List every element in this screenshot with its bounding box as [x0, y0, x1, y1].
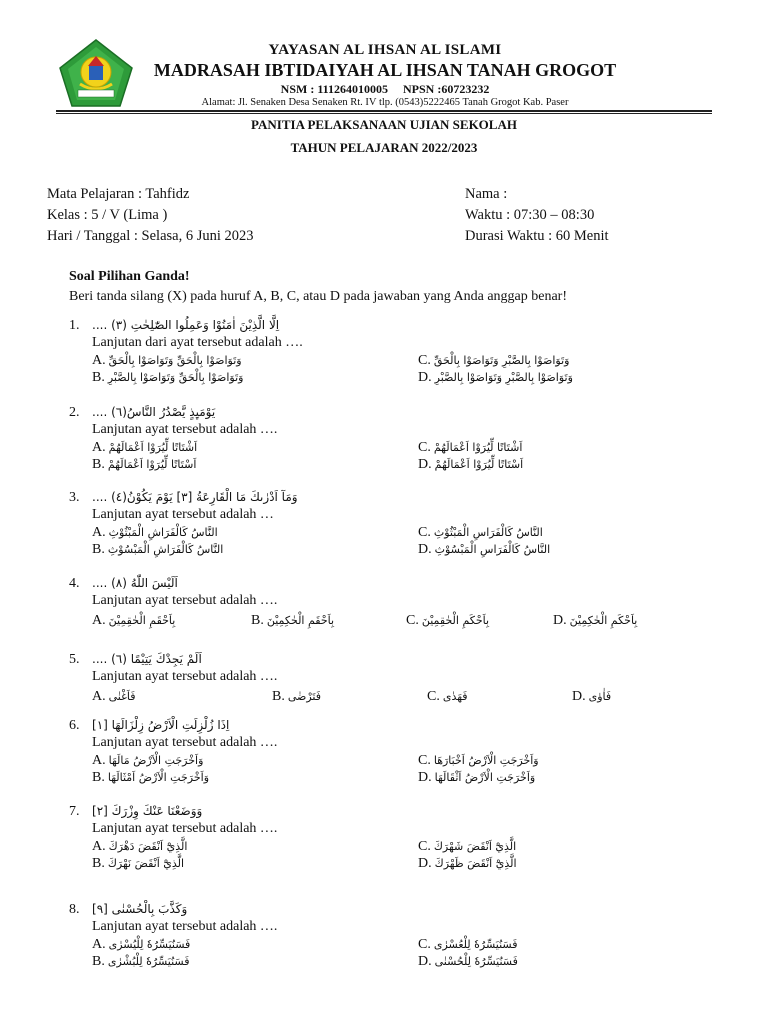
header-divider: [56, 110, 712, 112]
option-text: النَّاسُ كَالْفَرَاسِ الْمَبْسُوْثِ: [434, 543, 551, 556]
option-text: بِاَحْقَمِ الْحٰكِمِيْنَ: [266, 614, 335, 627]
answer-option-d[interactable]: [418, 856, 517, 872]
question-number: 4.: [69, 576, 80, 591]
option-letter: C.: [418, 353, 431, 368]
school-logo: [58, 38, 134, 108]
answer-option-b[interactable]: [92, 542, 223, 558]
answer-option-a[interactable]: [92, 613, 175, 629]
answer-option-c[interactable]: [418, 839, 516, 855]
option-text: فَسَنُيَسِّرُهٗ لِلْعُسْرٰى: [433, 938, 518, 951]
answer-option-a[interactable]: [92, 753, 203, 769]
answer-option-c[interactable]: [427, 689, 468, 705]
section-instruction: Beri tanda silang (X) pada huruf A, B, C, atau D pada jawaban yang Anda anggap benar!: [69, 289, 568, 304]
option-text: فَاٰوٰى: [588, 690, 612, 703]
answer-option-b[interactable]: [251, 613, 334, 629]
answer-option-a[interactable]: [92, 937, 190, 953]
option-letter: B.: [92, 370, 105, 385]
option-letter: C.: [406, 613, 419, 628]
class-field: Kelas : 5 / V (Lima ): [47, 207, 168, 223]
option-letter: A.: [92, 353, 106, 368]
answer-option-d[interactable]: [418, 542, 550, 558]
option-text: اَسْتَاتًا لِّيُرَوْا اَعْمَالَهُمْ: [107, 458, 197, 471]
option-letter: B.: [92, 856, 105, 871]
option-letter: D.: [418, 954, 432, 969]
option-text: وَاَخْرَجَتِ الْاَرْضُ مَالَهَا: [108, 754, 204, 767]
question-ayah: اِذَا زُلْزِلَتِ الْاَرْضُ زِلْزَالَهَا [١]: [92, 718, 230, 732]
option-letter: C.: [418, 839, 431, 854]
question-prompt: Lanjutan ayat tersebut adalah …: [92, 507, 274, 522]
foundation-name: YAYASAN AL IHSAN AL ISLAMI: [268, 42, 502, 58]
date-field: Hari / Tanggal : Selasa, 6 Juni 2023: [47, 228, 254, 244]
header-divider-thin: [56, 113, 712, 114]
answer-option-a[interactable]: [92, 689, 135, 705]
answer-option-b[interactable]: [92, 770, 209, 786]
answer-option-a[interactable]: [92, 440, 197, 456]
school-address: Alamat: Jl. Senaken Desa Senaken Rt. IV tlp. (0543)5222465 Tanah Grogot Kab. Paser: [201, 97, 569, 108]
answer-option-c[interactable]: [418, 440, 522, 456]
option-text: الَّذِيْٓ اَنْقَضَ نَهْرَكَ: [107, 857, 185, 870]
option-letter: C.: [418, 440, 431, 455]
option-letter: D.: [572, 689, 586, 704]
option-letter: A.: [92, 753, 106, 768]
question-prompt: Lanjutan ayat tersebut adalah ….: [92, 669, 278, 684]
answer-option-d[interactable]: [418, 370, 573, 386]
question-ayah: اَلَيْسَ اللّٰهُ (٨) ....: [92, 576, 178, 590]
option-letter: A.: [92, 440, 106, 455]
question-prompt: Lanjutan ayat tersebut adalah ….: [92, 735, 278, 750]
question-prompt: Lanjutan dari ayat tersebut adalah ….: [92, 335, 303, 350]
option-text: بِاَحْكَمِ الْحٰكِمِيْنَ: [569, 614, 638, 627]
question-prompt: Lanjutan ayat tersebut adalah ….: [92, 821, 278, 836]
answer-option-b[interactable]: [272, 689, 321, 705]
option-letter: A.: [92, 525, 106, 540]
question-number: 5.: [69, 652, 80, 667]
question-ayah: وَمَآ اَدْرٰىكَ مَا الْقَارِعَةُ [٣] يَوْمَ يَكُوْنُ(٤) ....: [92, 490, 298, 504]
option-letter: B.: [92, 770, 105, 785]
question-ayah: وَكَذَّبَ بِالْحُسْنٰى [٩]: [92, 902, 188, 916]
question-number: 8.: [69, 902, 80, 917]
school-name: MADRASAH IBTIDAIYAH AL IHSAN TANAH GROGOT: [153, 60, 617, 80]
option-letter: B.: [92, 542, 105, 557]
option-letter: A.: [92, 689, 106, 704]
answer-option-d[interactable]: [418, 457, 523, 473]
question-prompt: Lanjutan ayat tersebut adalah ….: [92, 593, 278, 608]
answer-option-d[interactable]: [553, 613, 637, 629]
option-text: فَتَرْضٰى: [287, 690, 321, 703]
question-ayah: وَوَضَعْنَا عَنْكَ وِزْرَكَ [٢]: [92, 804, 203, 818]
answer-option-a[interactable]: [92, 353, 242, 369]
option-text: وَاَخْرَجَتِ الْاَرْضُ اَخْبَارَهَا: [433, 754, 539, 767]
option-letter: D.: [418, 542, 432, 557]
option-text: بِاَحْقَمِ الْحٰقِمِيْنَ: [108, 614, 176, 627]
option-text: فَسَنُيَسِّرُهٗ لِلْيُسْرٰى: [108, 938, 191, 951]
question-ayah: اَلَمْ يَجِدْكَ يَتِيْمًا (٦) ....: [92, 652, 202, 666]
option-letter: D.: [418, 370, 432, 385]
option-text: وَتَوَاصَوْا بِالْحَقِّ وَتَوَاصَوْا بِالْحَقِّ: [108, 354, 242, 367]
option-text: الَّذِيْٓ اَنْقَضَ دَهْرَكَ: [108, 840, 188, 853]
option-text: وَتَوَاصَوْا بِالْحَقِّ وَتَوَاصَوْا بِالصَّبْرِ: [107, 371, 244, 384]
question-number: 2.: [69, 405, 80, 420]
time-field: Waktu : 07:30 – 08:30: [465, 207, 595, 223]
option-letter: C.: [427, 689, 440, 704]
option-letter: B.: [251, 613, 264, 628]
option-text: وَاَخْرَجَتِ الْاَرْضُ اَثْقَالَهَا: [434, 771, 536, 784]
answer-option-b[interactable]: [92, 856, 184, 872]
duration-field: Durasi Waktu : 60 Menit: [465, 228, 609, 244]
option-text: اَشْتَاتًا لِّيُرَوْا اَعْمَالَهُمْ: [433, 441, 523, 454]
answer-option-b[interactable]: [92, 954, 190, 970]
answer-option-a[interactable]: [92, 839, 187, 855]
academic-year: TAHUN PELAJARAN 2022/2023: [290, 140, 478, 155]
question-number: 1.: [69, 318, 80, 333]
answer-option-b[interactable]: [92, 457, 196, 473]
option-text: النَّاسُ كَالْفَرَاشِ الْمَبْسُوْثِ: [107, 543, 224, 556]
school-ids: NSM : 111264010005 NPSN :60723232: [280, 82, 490, 96]
option-text: فَاَغْنٰى: [108, 690, 136, 703]
section-title: Soal Pilihan Ganda!: [69, 269, 190, 284]
option-letter: C.: [418, 753, 431, 768]
option-letter: A.: [92, 613, 106, 628]
option-text: وَتَوَاصَوْا بِالصَّبْرِ وَتَوَاصَوْا بِالْحَقِّ: [433, 354, 570, 367]
answer-option-d[interactable]: [418, 770, 535, 786]
answer-option-c[interactable]: [418, 753, 539, 769]
option-text: فَسَنُيَسِّرُهٗ لِلْبُشْرٰى: [107, 955, 190, 968]
question-ayah: اِلَّا الَّذِيْنَ اٰمَنُوْا وَعَمِلُوا الصّٰلِحٰتِ (٣) ....: [92, 318, 280, 332]
name-field[interactable]: Nama :: [465, 186, 508, 202]
question-prompt: Lanjutan ayat tersebut adalah ….: [92, 919, 278, 934]
option-text: الَّذِيْٓ اَنْقَضَ ظَهْرَكَ: [434, 857, 517, 870]
answer-option-a[interactable]: [92, 525, 218, 541]
question-prompt: Lanjutan ayat tersebut adalah ….: [92, 422, 278, 437]
answer-option-c[interactable]: [418, 353, 569, 369]
option-letter: D.: [553, 613, 567, 628]
option-letter: C.: [418, 937, 431, 952]
question-number: 6.: [69, 718, 80, 733]
question-number: 3.: [69, 490, 80, 505]
option-letter: D.: [418, 770, 432, 785]
answer-option-c[interactable]: [418, 525, 543, 541]
option-text: النَّاسُ كَالْفَرَاشِ الْمَبْثُوْثِ: [108, 526, 218, 539]
committee-title: PANITIA PELAKSANAAN UJIAN SEKOLAH: [251, 117, 517, 132]
option-text: اَشْتَاتًا لِّيُرَوْا اَعْمَالَهُمْ: [108, 441, 198, 454]
option-letter: D.: [418, 856, 432, 871]
option-text: الَّذِيْٓ اَنْقَضَ شَهْرَكَ: [433, 840, 517, 853]
option-text: اَسْتَاتًا لِّيُرَوْا اَعْمَالَهُمْ: [434, 458, 524, 471]
option-text: فَهَدٰى: [442, 690, 468, 703]
option-letter: D.: [418, 457, 432, 472]
option-text: وَاَخْرَجَتِ الْاَرْضُ اَمْثَالَهَا: [107, 771, 210, 784]
option-text: بِاَحْكَمِ الْحٰقِمِيْنَ: [421, 614, 490, 627]
answer-option-c[interactable]: [418, 937, 518, 953]
option-letter: B.: [92, 954, 105, 969]
option-letter: C.: [418, 525, 431, 540]
answer-option-c[interactable]: [406, 613, 489, 629]
answer-option-b[interactable]: [92, 370, 243, 386]
option-letter: B.: [272, 689, 285, 704]
option-letter: A.: [92, 839, 106, 854]
subject-field: Mata Pelajaran : Tahfidz: [47, 186, 190, 202]
question-number: 7.: [69, 804, 80, 819]
question-ayah: يَوْمَىِٕذٍ يَّصْدُرُ النَّاسُ(٦) ....: [92, 405, 216, 419]
option-letter: A.: [92, 937, 106, 952]
option-text: وَتَوَاصَوْا بِالصَّبْرِ وَتَوَاصَوْا بِالصَّبْرِ: [434, 371, 573, 384]
answer-option-d[interactable]: [572, 689, 611, 705]
option-text: النَّاسُ كَالْفَرَاسِ الْمَبْثُوْثِ: [433, 526, 543, 539]
answer-option-d[interactable]: [418, 954, 518, 970]
option-letter: B.: [92, 457, 105, 472]
option-text: فَسَنُيَسِّرُهٗ لِلْحُسْنٰى: [434, 955, 518, 968]
